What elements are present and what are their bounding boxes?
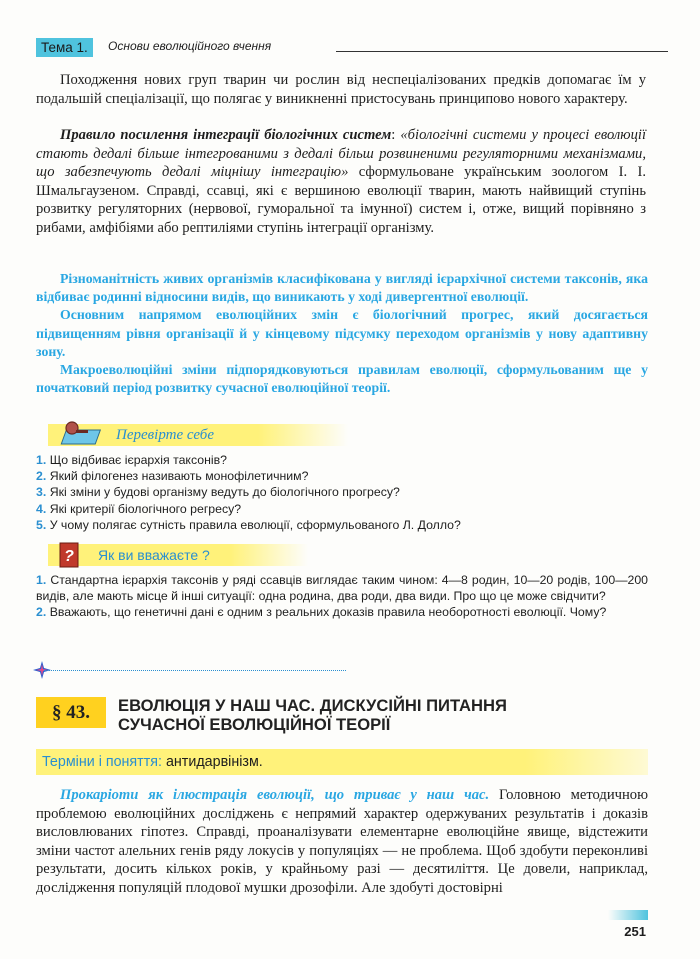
summary-text-2: Основним напрямом еволюційних змін є біологічний прогрес, який досягається підвищенням рівня організації й у кінцевому підсумку переходом організмів у нову адаптивну зону.: [36, 307, 648, 359]
list-item: [36, 604, 648, 620]
list-item: [36, 484, 648, 500]
think-questions-list: [36, 572, 648, 621]
page-header: [36, 38, 668, 58]
check-yourself-banner: [48, 424, 348, 446]
question-text: Які критерії біологічного регресу?: [49, 501, 242, 516]
list-item: [36, 572, 648, 604]
summary-text-3: Макроеволюційні зміни підпорядковуються правилам еволюції, сформульованим ще у початковий період розвитку сучасної еволюційної теорії.: [36, 362, 648, 396]
rule-name: Правило посилення інтеграції біологічних систем: [60, 127, 392, 143]
body-lead: Прокаріоти як ілюстрація еволюції, що триває у наш час.: [60, 787, 490, 803]
question-text: Які зміни у будові організму ведуть до біологічного прогресу?: [49, 485, 400, 500]
question-box-icon: [58, 541, 82, 569]
rule-rest: сформульоване українським зоологом І. І. Шмальгаузеном. Справді, ссавці, які є вершиною еволюції тварин, мають найвищий ступінь розвитку регуляторних (нервової, гуморальної та імунної) систем і, отже, вищий порівняно з рибами, амфібіями або рептиліями ступінь інтеграції організму.: [36, 164, 646, 236]
summary-block: [36, 270, 648, 397]
summary-item: [36, 361, 648, 397]
question-text: Що відбиває ієрархія таксонів?: [49, 453, 227, 467]
body-paragraph: [36, 786, 648, 898]
question-number: 4.: [36, 501, 47, 516]
question-text: У чому полягає сутність правила еволюції, сформульованого Л. Долло?: [49, 517, 461, 532]
terms-value: антидарвінізм.: [161, 754, 263, 770]
page-number-area: [604, 910, 648, 940]
rule-quote: «біологічні системи у процесі еволюції стають дедалі більше інтегрованими з дедалі більш розвиненими регуляторними механізмами, що забезпечують дедалі міцнішу інтеграцію»: [36, 127, 646, 181]
list-item: [36, 452, 648, 468]
list-item: [36, 468, 648, 484]
question-number: 3.: [36, 485, 47, 500]
topic-badge: Тема 1.: [36, 38, 93, 57]
section-divider: [36, 664, 346, 676]
topic-subtitle: Основи еволюційного вчення: [108, 39, 272, 53]
intro-paragraph-2: [36, 126, 646, 238]
magnifier-book-icon: [60, 420, 112, 448]
body-text: Головною методичною проблемою еволюційних досліджень є непрямий характер одержуваних результатів і доказів висловлюваних гіпотез. Справді, проаналізувати елементарне еволюційне явище, відстежити зміни частот алельних генів ряду локусів у популяціях — не проблема. Щоб здобути переконливі результати, досить кількох років, у крайньому разі — десятиліття. Це довели, наприклад, дослідження популяцій плодової мушки дрозофіли. Але здобуті достовірні: [36, 787, 648, 896]
section-number: § 43.: [36, 697, 106, 728]
list-item: [36, 517, 648, 533]
page-number-deco: [608, 910, 648, 920]
terms-label: Терміни і поняття:: [42, 754, 162, 770]
question-number: 2.: [36, 469, 47, 484]
page-number: 251: [624, 924, 646, 939]
question-text: Стандартна ієрархія таксонів у ряді ссавців виглядає таким чином: 4—8 родин, 10—20 родів, 100—200 видів, але мають місце й інші ситуації: одна родина, два роди, два види. Про що це може свідчити?: [36, 573, 649, 604]
section-title: [118, 696, 638, 734]
question-text: Який філогенез називають монофілетичним?: [49, 469, 309, 484]
question-number: 5.: [36, 517, 47, 532]
divider-rule: [44, 670, 346, 671]
what-do-you-think-banner: [48, 544, 308, 566]
intro-paragraph-1: [36, 71, 646, 108]
question-text: Вважають, що генетичні дані є одним з реальних доказів правила необоротності еволюції. Чому?: [49, 605, 607, 620]
check-yourself-title: Перевірте себе: [116, 427, 214, 443]
check-questions-list: [36, 452, 648, 533]
rule-colon: :: [391, 127, 401, 143]
summary-item: [36, 306, 648, 361]
list-item: [36, 501, 648, 517]
summary-text-1: Різноманітність живих організмів класифікована у вигляді ієрархічної системи таксонів, яка відбиває родинні відносини видів, що виникають у ході дивергентної еволюції.: [36, 271, 648, 305]
summary-item: [36, 270, 648, 306]
what-do-you-think-title: Як ви вважаєте ?: [98, 547, 210, 563]
terms-bar: [36, 749, 648, 775]
header-rule: [336, 51, 668, 52]
question-number: 1.: [36, 573, 47, 587]
section-title-line-1: ЕВОЛЮЦІЯ У НАШ ЧАС. ДИСКУСІЙНІ ПИТАННЯ: [118, 696, 507, 715]
svg-text:?: ?: [64, 548, 74, 565]
intro-text-1: Походження нових груп тварин чи рослин від неспеціалізованих предків допомагає їм у подальшій спеціалізації, що полягає у виникненні пристосувань принципово нового характеру.: [36, 72, 646, 107]
question-number: 2.: [36, 605, 47, 620]
section-title-line-2: СУЧАСНОЇ ЕВОЛЮЦІЙНОЇ ТЕОРІЇ: [118, 715, 391, 734]
question-number: 1.: [36, 453, 47, 467]
